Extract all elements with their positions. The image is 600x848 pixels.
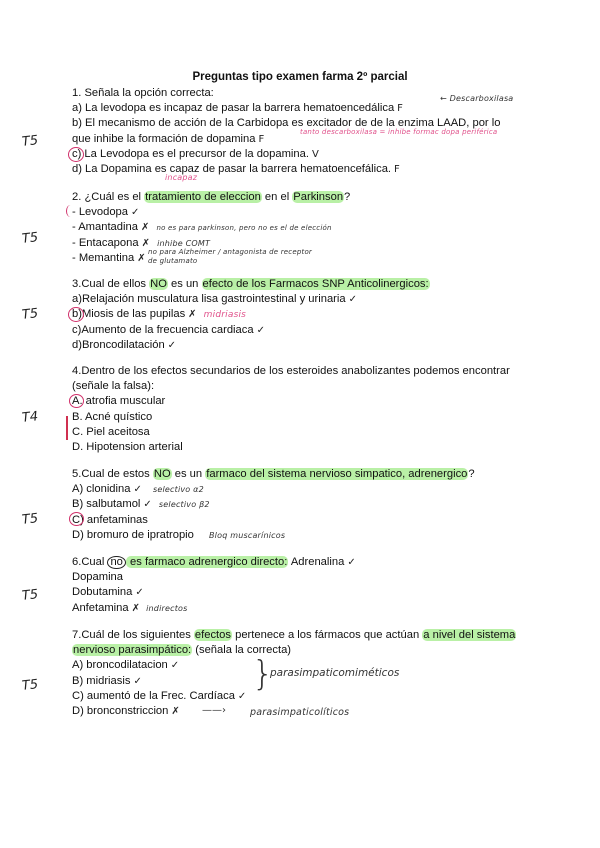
score-q3: T5 — [21, 306, 39, 323]
q7-option-a: A) broncodilatacion ✓ — [72, 659, 180, 672]
q4-answer-circle — [69, 394, 84, 408]
score-q2: T5 — [21, 230, 39, 247]
q1-option-d: d) La Dopamina es capaz de pasar la barrera hematoencefálica. F — [72, 162, 400, 175]
q5-note-d: Bloq muscarínicos — [208, 530, 286, 540]
q5-option-a: A) clonidina ✓ selectivo α2 — [72, 483, 204, 496]
cross-mark: ✗ — [140, 222, 150, 234]
q7-brace: } — [252, 654, 274, 694]
q3-option-c: c)Aumento de la frecuencia cardiaca ✓ — [72, 323, 265, 336]
q5-stem: 5.Cual de estos NO es un farmaco del sistema nervioso simpatico, adrenergico? — [72, 468, 475, 480]
q1-option-b-line2: que inhibe la formación de dopamina F — [72, 132, 265, 145]
q6-option-2: Dobutamina ✓ — [72, 586, 144, 599]
q2-note-2: no es para parkinson, pero no es el de elección — [156, 224, 332, 233]
check-mark: ✓ — [256, 324, 265, 336]
q2-option-1: - Levodopa ✓ — [72, 206, 140, 219]
q2-answer-circle — [66, 205, 75, 217]
mark-false: F — [397, 103, 403, 115]
q4-option-d: D. Hipotension arterial — [72, 440, 183, 453]
q3-option-a: a)Relajación musculatura lisa gastrointestinal y urinaria ✓ — [72, 293, 357, 306]
q7-option-c: C) aumentó de la Frec. Cardíaca ✓ — [72, 689, 247, 702]
check-mark: ✓ — [237, 690, 247, 702]
score-q4: T4 — [21, 409, 39, 426]
q2-note-3: inhibe COMT — [157, 238, 211, 248]
q4-option-a: A. atrofia muscular — [72, 395, 166, 408]
question-6 — [72, 555, 542, 616]
q7-stem-line2: nervioso parasimpático: (señala la correcta) — [73, 644, 292, 657]
q4-red-margin-mark — [66, 416, 68, 440]
cross-mark: ✗ — [171, 705, 180, 717]
q5-answer-circle — [69, 512, 84, 526]
check-mark: ✓ — [135, 587, 144, 599]
cross-mark: ✗ — [137, 252, 146, 264]
q2-option-4: - Memantina ✗ — [72, 251, 146, 264]
mark-false: F — [258, 133, 265, 145]
q2-option-2: - Amantadina ✗ no es para parkinson, pero no es el de elección — [72, 221, 332, 234]
q1-note-d: incapaz — [165, 173, 198, 182]
page-title: Preguntas tipo examen farma 2º parcial — [192, 71, 408, 83]
q1-option-b-line1: b) El mecanismo de acción de la Carbidopa es excitador de de la enzima LAAD, por lo — [72, 117, 501, 130]
q1-answer-circle — [68, 147, 84, 162]
q2-note-4: no para Alzheimer / antagonista de receptor de glutamato — [148, 248, 313, 265]
q6-option-1: Dopamina — [72, 571, 123, 584]
q3-answer-circle — [68, 307, 84, 322]
q5-option-d: D) bromuro de ipratropio Bloq muscarínicos — [72, 528, 286, 541]
q4-option-c: C. Piel aceitosa — [72, 425, 150, 438]
check-mark: ✓ — [170, 660, 180, 672]
q5-option-c: C) anfetaminas — [72, 513, 148, 526]
q1-option-c: c) La Levodopa es el precursor de la dopamina. V — [72, 147, 319, 160]
q7-option-d: D) bronconstriccion ✗ — [72, 704, 180, 717]
q7-note-d: parasimpaticolíticos — [250, 707, 350, 718]
q4-option-b: B. Acné quístico — [72, 410, 153, 423]
q6-note-3: indirectos — [146, 603, 188, 613]
check-mark: ✓ — [348, 294, 357, 306]
q1-note-b: tanto descarboxilasa = inhibe formac dopa periférica — [300, 128, 498, 136]
q3-option-b: b)Miosis de las pupilas ✗ midriasis — [72, 308, 247, 321]
mark-true: V — [311, 148, 319, 160]
q7-option-b: B) midriasis ✓ — [72, 674, 142, 687]
score-q7: T5 — [21, 677, 39, 694]
q1-option-a: a) La levodopa es incapaz de pasar la barrera hematoencedálica F — [72, 102, 403, 115]
q3-stem: 3.Cual de ellos NO es un efecto de los Farmacos SNP Anticolinergicos: — [72, 278, 429, 290]
q5-note-a: selectivo α2 — [152, 485, 204, 495]
score-q1: T5 — [21, 133, 39, 150]
q6-stem: 6.Cual no es farmaco adrenergico directo: Adrenalina ✓ — [72, 556, 356, 568]
check-mark: ✓ — [167, 339, 177, 351]
cross-mark: ✗ — [188, 309, 197, 321]
q2-stem: 2. ¿Cuál es el tratamiento de eleccion en el Parkinson? — [72, 191, 351, 203]
cross-mark: ✗ — [131, 602, 140, 614]
q1-note-descarboxilasa: ← Descarboxilasa — [440, 94, 514, 103]
question-5 — [72, 467, 542, 543]
score-q6: T5 — [21, 587, 39, 604]
q3-note-b: midriasis — [203, 310, 247, 321]
q5-option-b: B) salbutamol ✓ selectivo β2 — [72, 498, 210, 511]
question-4 — [72, 364, 542, 455]
q4-stem-line2: (señale la falsa): — [72, 380, 155, 393]
score-q5: T5 — [21, 511, 39, 528]
q7-arrow: ——› — [202, 705, 226, 716]
check-mark: ✓ — [133, 675, 142, 687]
check-mark: ✓ — [143, 499, 152, 511]
check-mark: ✓ — [347, 557, 356, 568]
q3-option-d: d)Broncodilatación ✓ — [72, 338, 177, 351]
q2-option-3: - Entacapona ✗ inhibe COMT — [72, 236, 211, 249]
cross-mark: ✗ — [141, 237, 150, 249]
q4-stem-line1: 4.Dentro de los efectos secundarios de los esteroides anabolizantes podemos encontrar — [72, 365, 510, 377]
question-3 — [72, 277, 542, 353]
q1-stem: 1. Señala la opción correcta: — [72, 87, 214, 99]
q6-option-3: Anfetamina ✗ indirectos — [72, 601, 188, 614]
mark-false: F — [394, 163, 400, 175]
q7-note-group: parasimpaticomiméticos — [270, 667, 400, 679]
check-mark: ✓ — [130, 207, 140, 219]
check-mark: ✓ — [133, 484, 142, 496]
q7-stem-line1: 7.Cuál de los siguientes efectos pertenece a los fármacos que actúan a nivel del sistema — [72, 629, 516, 641]
q5-note-b: selectivo β2 — [158, 500, 210, 510]
